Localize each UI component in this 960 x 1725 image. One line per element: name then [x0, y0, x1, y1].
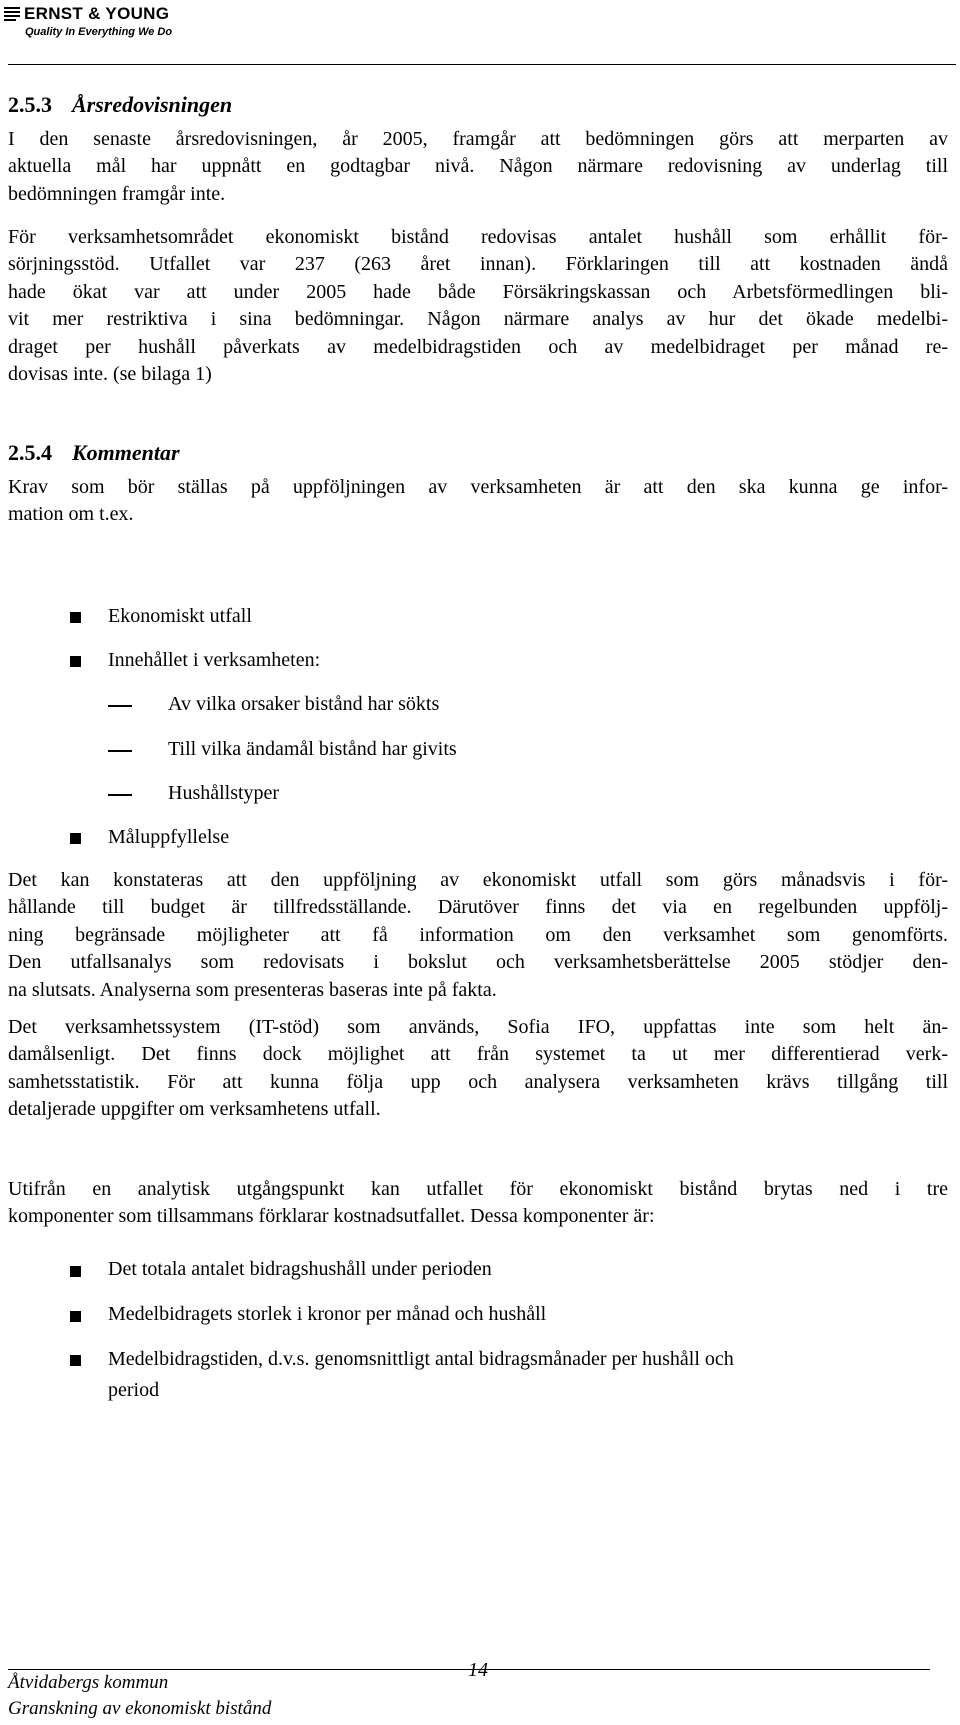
text-line: ning begränsade möjligheter att få information om den verksamhet som genomförts. [8, 923, 948, 946]
text-line: För verksamhetsområdet ekonomiskt bistånd redovisas antalet hushåll som erhållit för- [8, 226, 948, 248]
text-line: I den senaste årsredovisningen, år 2005, framgår att bedömningen görs att merparten av [8, 128, 948, 150]
sub-item-orsaker: Av vilka orsaker bistånd har sökts [168, 693, 440, 715]
logo-brand-name: ERNST & YOUNG [24, 4, 170, 23]
text-line: draget per hushåll påverkats av medelbidragstiden och av medelbidraget per månad re- [8, 335, 948, 358]
bullet-square-icon [70, 612, 81, 623]
text-line: aktuella mål har uppnått en godtagbar nivå. Någon närmare redovisning av underlag till [8, 155, 948, 178]
sub-item-hushallstyper: Hushållstyper [168, 782, 280, 804]
logo-tagline: Quality In Everything We Do [25, 26, 173, 38]
heading-number: 2.5.4 [8, 440, 52, 465]
text-line: Det verksamhetssystem (IT-stöd) som används, Sofia IFO, uppfattas inte som helt än- [8, 1016, 948, 1038]
text-line: komponenter som tillsammans förklarar kostnadsutfallet. Dessa komponenter är: [8, 1205, 655, 1228]
paragraph-analytisk [8, 1176, 948, 1231]
text-line: detaljerade uppgifter om verksamhetens utfall. [8, 1098, 381, 1121]
text-line: hade ökat var att under 2005 hade både Försäkringskassan och Arbetsförmedlingen bli- [8, 280, 948, 303]
bullet-square-icon [70, 656, 81, 667]
text-line: na slutsats. Analyserna som presenteras baseras inte på fakta. [8, 978, 497, 1001]
component-item-storlek: Medelbidragets storlek i kronor per månad och hushåll [108, 1303, 547, 1325]
header-divider [8, 64, 956, 65]
text-line: Krav som bör ställas på uppföljningen av verksamheten är att den ska kunna ge infor- [8, 476, 948, 498]
bullet-item-maluppfyllelse: Måluppfyllelse [108, 826, 230, 848]
text-line: hållande till budget är tillfredsställande. Därutöver finns det via en regelbunden uppfölj- [8, 896, 948, 919]
paragraph-konstateras [8, 867, 948, 1004]
footer-municipality: Åtvidabergs kommun [8, 1672, 169, 1693]
text-line: dovisas inte. (se bilaga 1) [8, 363, 212, 386]
text-line: bedömningen framgår inte. [8, 182, 226, 205]
paragraph-verksamhetssystem [8, 1014, 948, 1124]
heading-title: Kommentar [72, 440, 180, 465]
text-line: damålsenligt. Det finns dock möjlighet att från systemet ta ut mer differentierad verk- [8, 1043, 948, 1066]
text-line: vit mer restriktiva i sina bedömningar. Någon närmare analys av hur det ökade medelbi- [8, 308, 948, 331]
paragraph-utfall [8, 224, 948, 388]
dash-icon [108, 794, 132, 796]
page-number: 14 [468, 1659, 488, 1681]
bullet-item-ekonomiskt-utfall: Ekonomiskt utfall [108, 605, 252, 627]
logo-mark-icon [4, 7, 20, 21]
paragraph-arsredovisning [8, 126, 948, 208]
dash-icon [108, 750, 132, 752]
sub-item-andamal: Till vilka ändamål bistånd har givits [168, 738, 457, 760]
bullet-square-icon [70, 1355, 81, 1366]
ernst-young-logo [4, 4, 172, 38]
heading-2-5-4 [8, 440, 180, 466]
component-item-antal: Det totala antalet bidragshushåll under perioden [108, 1258, 492, 1280]
bullet-square-icon [70, 833, 81, 844]
bullet-item-innehallet: Innehållet i verksamheten: [108, 649, 321, 671]
component-item-tid: Medelbidragstiden, d.v.s. genomsnittligt antal bidragsmånader per hushåll och [108, 1348, 734, 1370]
text-line: samhetsstatistik. För att kunna följa upp och analysera verksamheten krävs tillgång till [8, 1070, 948, 1093]
heading-2-5-3 [8, 92, 232, 118]
heading-number: 2.5.3 [8, 92, 52, 117]
text-line: Utifrån en analytisk utgångspunkt kan utfallet för ekonomiskt bistånd brytas ned i tre [8, 1178, 948, 1200]
text-line: sörjningsstöd. Utfallet var 237 (263 året innan). Förklaringen till att kostnaden ändå [8, 253, 948, 276]
text-line: Den utfallsanalys som redovisats i bokslut och verksamhetsberättelse 2005 stödjer den- [8, 951, 948, 974]
text-line: mation om t.ex. [8, 503, 134, 526]
text-line: Det kan konstateras att den uppföljning av ekonomiskt utfall som görs månadsvis i för- [8, 869, 948, 891]
bullet-square-icon [70, 1311, 81, 1322]
footer-report-title: Granskning av ekonomiskt bistånd [8, 1698, 272, 1719]
component-item-tid-continued: period [108, 1379, 160, 1401]
paragraph-krav [8, 474, 948, 529]
bullet-square-icon [70, 1266, 81, 1277]
dash-icon [108, 705, 132, 707]
heading-title: Årsredovisningen [72, 92, 233, 117]
